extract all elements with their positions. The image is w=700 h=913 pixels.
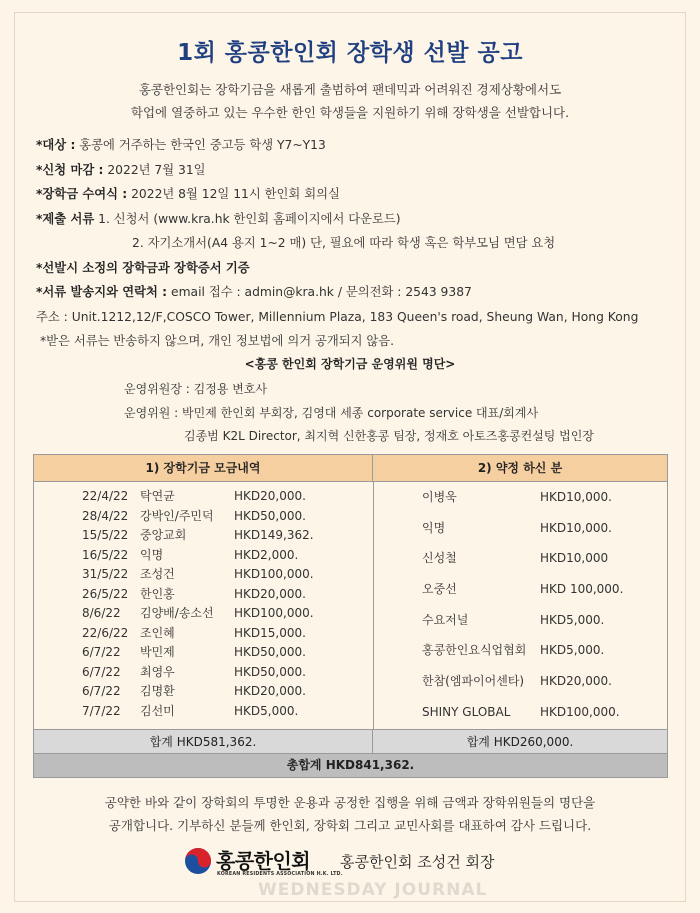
fund-amount: HKD20,000.	[234, 489, 306, 503]
closing-line-2: 공개합니다. 기부하신 분들께 한인회, 장학회 그리고 교민사회를 대표하여 감사 드립니다.	[108, 818, 592, 833]
fund-date: 7/7/22	[82, 703, 121, 718]
fund-donor: 탁연균	[140, 489, 175, 503]
pledge-donor: 오중선	[422, 582, 457, 597]
fund-donor: 한인홍	[140, 586, 175, 601]
fund-row	[82, 624, 342, 644]
fund-row	[82, 643, 342, 663]
fund-donor: 김명환	[140, 684, 175, 698]
address-row	[36, 305, 676, 330]
donation-table	[33, 454, 668, 778]
fund-amount: HKD2,000.	[234, 547, 299, 562]
pledge-list	[422, 485, 662, 731]
pledge-donor: 홍콩한인요식업협회	[422, 643, 527, 658]
right-header: 2) 약정 하신 분	[373, 455, 667, 482]
fund-date: 15/5/22	[82, 528, 129, 542]
fund-subtotal: 합계 HKD581,362.	[34, 729, 373, 754]
fund-amount: HKD20,000.	[234, 586, 306, 601]
fund-row	[82, 526, 342, 546]
closing-text	[0, 791, 700, 837]
intro-text	[0, 78, 700, 124]
closing-line-1: 공약한 바와 같이 장학회의 투명한 운용과 공정한 집행을 위해 금액과 장학위원들의 명단을	[104, 795, 596, 810]
docs-row	[36, 207, 676, 232]
fund-amount: HKD100,000.	[234, 567, 314, 581]
info-section	[36, 133, 676, 354]
committee-list	[124, 378, 594, 449]
target-value: 홍콩에 거주하는 한국인 중고등 학생 Y7~Y13	[75, 138, 326, 152]
fund-date: 6/7/22	[82, 664, 121, 679]
fund-amount: HKD50,000.	[234, 664, 306, 679]
award-value: 2022년 8월 12일 11시 한인회 회의실	[127, 187, 340, 201]
left-header: 1) 장학기금 모금내역	[34, 455, 373, 482]
pledge-row	[422, 546, 662, 577]
logo-english-name: KOREAN RESIDENTS ASSOCIATION H.K. LTD.	[217, 872, 343, 877]
committee-chair: 운영위원장 : 김정용 변호사	[124, 382, 267, 396]
fund-date: 22/6/22	[82, 625, 129, 640]
association-logo	[184, 845, 343, 885]
pledge-row	[422, 700, 662, 731]
fund-donor: 김양배/송소선	[140, 606, 214, 620]
fund-row	[82, 604, 342, 624]
target-label: *대상 :	[36, 138, 76, 152]
ceremony-row	[36, 256, 676, 281]
fund-date: 26/5/22	[82, 586, 129, 601]
docs-item-1: 1. 신청서 (www.kra.hk 한인회 홈페이지에서 다운로드)	[94, 211, 401, 226]
fund-donor: 박민제	[140, 645, 175, 659]
fund-row	[82, 585, 342, 605]
award-row	[36, 182, 676, 207]
fund-row	[82, 682, 342, 702]
fund-amount: HKD100,000.	[234, 606, 314, 620]
pledge-row	[422, 638, 662, 669]
fund-amount: HKD20,000.	[234, 684, 306, 698]
notice-row	[36, 329, 676, 354]
fund-donor: 강박인/주민덕	[140, 508, 214, 523]
committee-title: <홍콩 한인회 장학기금 운영위원 명단>	[244, 357, 456, 371]
pledge-donor: SHINY GLOBAL	[422, 704, 511, 719]
fund-row	[82, 565, 342, 585]
fund-date: 22/4/22	[82, 489, 129, 503]
intro-line-1: 홍콩한인회는 장학기금을 새롭게 출범하여 팬데믹과 어려워진 경제상황에서도	[138, 82, 562, 97]
fund-amount: HKD50,000.	[234, 508, 306, 523]
committee-members-1: 운영위원 : 박민제 한인회 부회장, 김영대 세종 corporate service 대표/회계사	[124, 405, 539, 420]
pledge-subtotal: 합계 HKD260,000.	[373, 729, 667, 754]
intro-line-2: 학업에 열중하고 있는 우수한 한인 학생들을 지원하기 위해 장학생을 선발합니다.	[130, 105, 570, 120]
contact-value: email 접수 : admin@kra.hk / 문의전화 : 2543 9387	[167, 285, 472, 299]
fund-donor: 최영우	[140, 664, 175, 679]
docs-item-2-row	[36, 231, 676, 256]
pledge-row	[422, 669, 662, 700]
docs-item-2: 2. 자기소개서(A4 용지 1~2 매) 단, 필요에 따라 학생 혹은 학부모님 면담 요청	[132, 236, 556, 250]
fund-date: 16/5/22	[82, 547, 129, 562]
fund-donor: 김선미	[140, 703, 175, 718]
pledge-donor: 익명	[422, 520, 446, 535]
fund-date: 28/4/22	[82, 508, 129, 523]
ceremony-label: *선발시 소정의 장학금과 장학증서 기증	[36, 260, 250, 275]
pledge-row	[422, 516, 662, 547]
pledge-amount: HKD 100,000.	[540, 582, 624, 597]
fund-date: 8/6/22	[82, 606, 121, 620]
committee-members-2: 김종범 K2L Director, 최지혁 신한홍콩 팀장, 정재호 아토즈홍콩컨설팅 법인장	[184, 429, 594, 443]
pledge-amount: HKD100,000.	[540, 704, 620, 719]
contact-row	[36, 280, 676, 305]
fund-date: 6/7/22	[82, 684, 121, 698]
contact-label: *서류 발송지와 연락처 :	[36, 285, 168, 299]
fund-row	[82, 507, 342, 527]
fund-date: 6/7/22	[82, 645, 121, 659]
page-title: 1회 홍콩한인회 장학생 선발 공고	[177, 40, 523, 66]
fund-date: 31/5/22	[82, 567, 129, 581]
pledge-amount: HKD10,000.	[540, 490, 612, 504]
fund-amount: HKD149,362.	[234, 528, 314, 542]
pledge-row	[422, 485, 662, 516]
pledge-amount: HKD5,000.	[540, 643, 605, 658]
fund-row	[82, 546, 342, 566]
pledge-row	[422, 608, 662, 639]
target-row	[36, 133, 676, 158]
fund-row	[82, 487, 342, 507]
pledge-donor: 신성철	[422, 551, 457, 566]
pledge-amount: HKD20,000.	[540, 674, 612, 689]
grand-total: 총합계 HKD841,362.	[34, 754, 667, 777]
fund-amount: HKD15,000.	[234, 625, 306, 640]
fund-amount: HKD50,000.	[234, 645, 306, 659]
deadline-value: 2022년 7월 31일	[103, 162, 206, 177]
fund-donor: 조성건	[140, 567, 175, 581]
pledge-row	[422, 577, 662, 608]
publisher-watermark: WEDNESDAY JOURNAL	[258, 880, 488, 900]
pledge-amount: HKD10,000	[540, 551, 609, 566]
fund-row	[82, 663, 342, 683]
logo-org-name: 홍콩한인회	[216, 849, 311, 873]
pledge-donor: 수요저널	[422, 612, 469, 627]
pledge-amount: HKD10,000.	[540, 520, 612, 535]
column-divider	[373, 482, 374, 729]
deadline-label: *신청 마감 :	[36, 162, 104, 177]
notice-text: *받은 서류는 반송하지 않으며, 개인 정보법에 의거 공개되지 않음.	[40, 334, 395, 348]
award-label: *장학금 수여식 :	[36, 187, 128, 201]
fund-donor: 중앙교회	[140, 528, 187, 542]
fund-donor: 익명	[140, 547, 164, 562]
taegeuk-emblem-icon	[184, 847, 212, 875]
fund-list	[82, 487, 342, 721]
pledge-amount: HKD5,000.	[540, 612, 605, 627]
fund-row	[82, 702, 342, 722]
address-text: 주소 : Unit.1212,12/F,COSCO Tower, Millennium Plaza, 183 Queen's road, Sheung Wan, Hong Kong	[36, 309, 639, 324]
president-signature: 홍콩한인회 조성건 회장	[340, 853, 495, 871]
pledge-donor: 이병욱	[422, 490, 457, 504]
fund-amount: HKD5,000.	[234, 703, 299, 718]
deadline-row	[36, 158, 676, 183]
docs-label: *제출 서류	[36, 211, 95, 226]
fund-donor: 조인혜	[140, 625, 175, 640]
pledge-donor: 한참(엠파이어센타)	[422, 674, 525, 689]
